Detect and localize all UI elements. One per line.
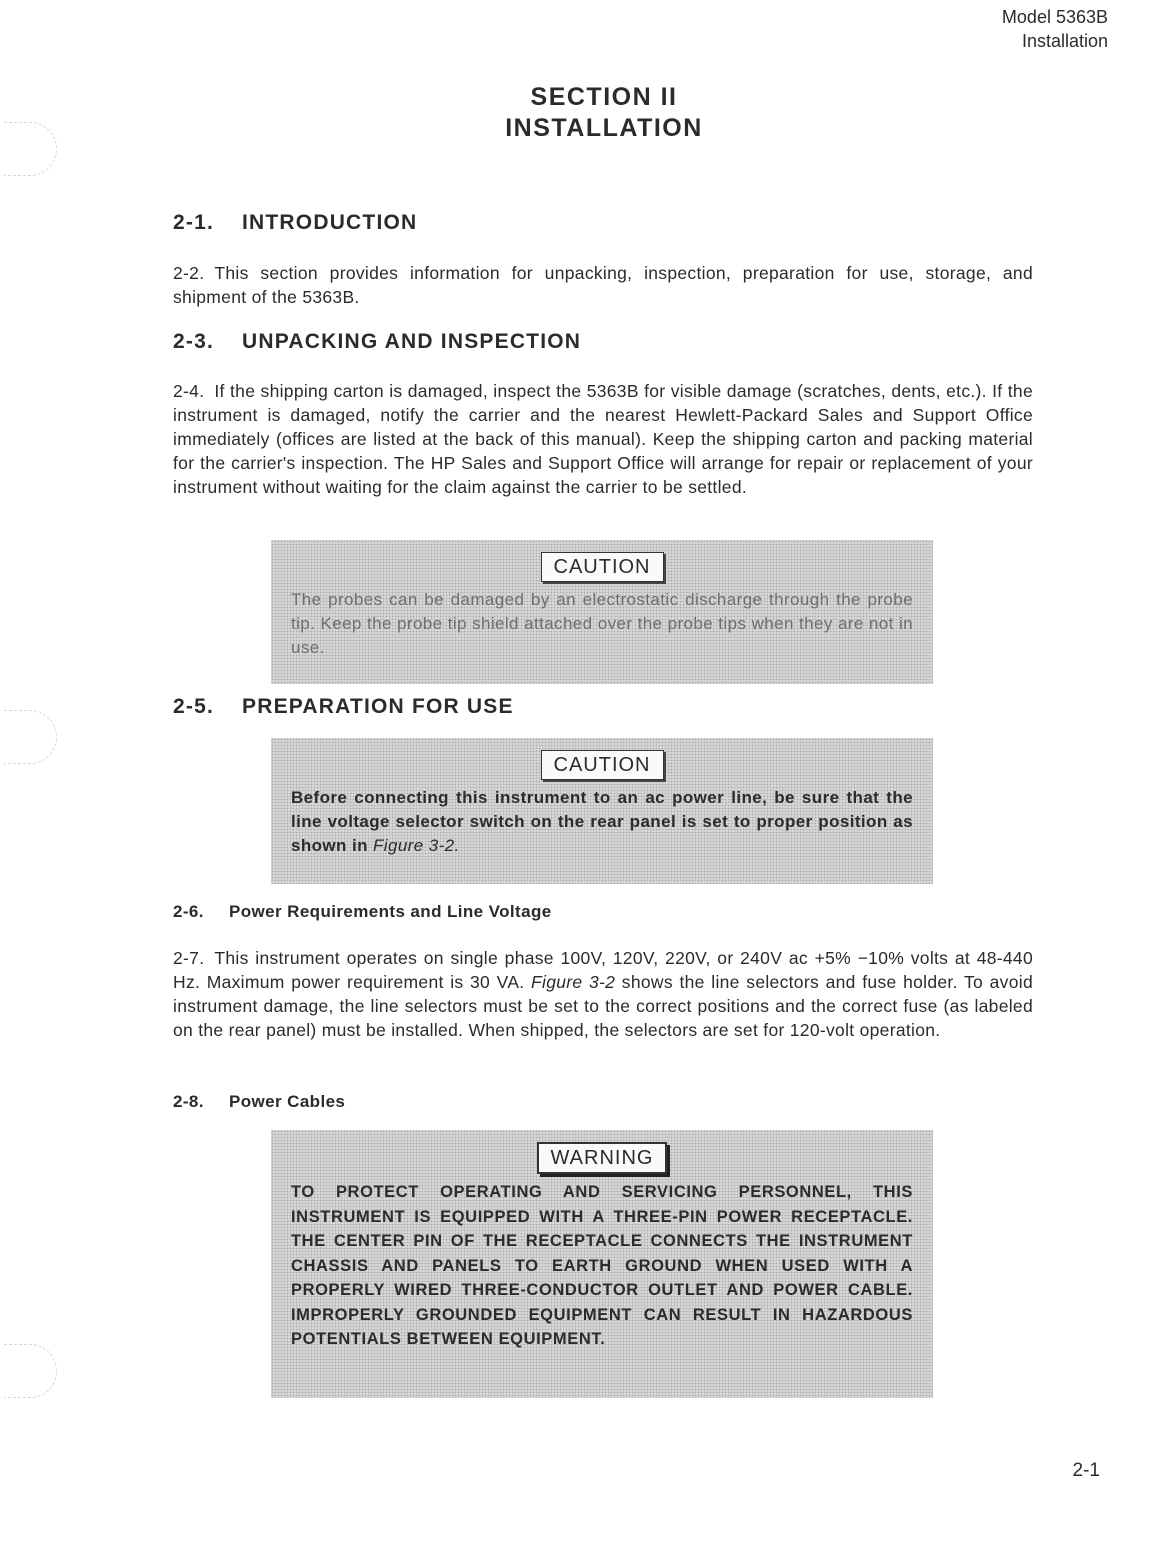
caution-label: CAUTION [541, 750, 664, 780]
caution-box-probes [271, 540, 933, 684]
heading-number: 2-3. [173, 330, 214, 353]
model-number: Model 5363B [1001, 7, 1108, 27]
paragraph-2-7 [173, 946, 1033, 1042]
heading-text: Power Cables [229, 1092, 346, 1111]
warning-text: TO PROTECT OPERATING AND SERVICING PERSONNEL, THIS INSTRUMENT IS EQUIPPED WITH A THREE-PIN POWER RECEPTACLE. THE CENTER PIN OF THE RECEPTACLE CONNECTS THE INSTRUMENT CHASSIS AND PANELS TO EARTH GROUND WHEN USED WITH A PROPERLY WIRED THREE-CONDUCTOR OUTLET AND POWER CABLE. IMPROPERLY GROUNDED EQUIPMENT CAN RESULT IN HAZARDOUS POTENTIALS BETWEEN EQUIPMENT. [291, 1183, 913, 1348]
caution-label: CAUTION [541, 552, 664, 582]
running-header [1002, 5, 1108, 53]
paragraph-text: If the shipping carton is damaged, inspect the 5363B for visible damage (scratches, dents, etc.). If the instrument is damaged, notify the carrier and the nearest Hewlett-Packard Sales and Support Office immediately (offices are listed at the back of this manual). Keep the shipping carton and packing material for the carrier's inspection. The HP Sales and Support Office will arrange for repair or replacement of your instrument without waiting for the claim against the carrier to be settled. [173, 381, 1033, 497]
paragraph-2-4 [173, 379, 1033, 499]
paragraph-2-2 [173, 261, 1033, 309]
heading-unpacking [173, 330, 581, 354]
heading-introduction [173, 211, 417, 235]
caution-box-line-voltage [271, 738, 933, 884]
paragraph-number: 2-4. [173, 381, 205, 401]
caution-body: Before connecting this instrument to an ac power line, be sure that the line voltage selector switch on the rear panel is set to proper position as shown in [291, 788, 913, 855]
heading-preparation [173, 695, 514, 719]
heading-number: 2-6. [173, 902, 204, 921]
heading-power-requirements [173, 902, 552, 922]
chapter-name: Installation [1021, 31, 1108, 51]
heading-number: 2-5. [173, 695, 214, 718]
caution-text: The probes can be damaged by an electrostatic discharge through the probe tip. Keep the probe tip shield attached over the probe tips when they are not in use. [291, 590, 913, 657]
heading-number: 2-8. [173, 1092, 204, 1111]
paragraph-number: 2-2. [173, 263, 205, 283]
warning-box [271, 1130, 933, 1398]
page-number: 2-1 [1072, 1460, 1100, 1481]
heading-text: UNPACKING AND INSPECTION [242, 330, 582, 353]
paragraph-text: This section provides information for unpacking, inspection, preparation for use, storage, and shipment of the 5363B. [173, 263, 1033, 307]
heading-text: INTRODUCTION [242, 211, 418, 234]
heading-text: PREPARATION FOR USE [242, 695, 514, 718]
section-name: INSTALLATION [505, 114, 703, 142]
heading-text: Power Requirements and Line Voltage [229, 902, 552, 921]
figure-reference: Figure 3-2. [373, 836, 460, 855]
caution-text [291, 786, 913, 858]
warning-label: WARNING [537, 1142, 668, 1174]
heading-number: 2-1. [173, 211, 214, 234]
figure-reference: Figure 3-2 [531, 972, 616, 992]
heading-power-cables [173, 1092, 345, 1112]
paragraph-text-b: shows the line selectors and fuse holder. To avoid instrument damage, the line selectors must be set to the correct positions and the correct fuse (as labeled on the rear panel) must be installed. When shipped, the selectors are set for 120-volt operation. [173, 972, 1033, 1040]
paragraph-text-a: This instrument operates on single phase 100V, 120V, 220V, or 240V ac +5% −10% volts at 48-440 Hz. Maximum power requirement is 30 VA. [173, 948, 1033, 992]
section-title [0, 82, 1176, 144]
section-number: SECTION II [530, 83, 678, 111]
punch-hole-middle [4, 710, 57, 764]
punch-hole-bottom [4, 1344, 57, 1398]
paragraph-number: 2-7. [173, 948, 205, 968]
